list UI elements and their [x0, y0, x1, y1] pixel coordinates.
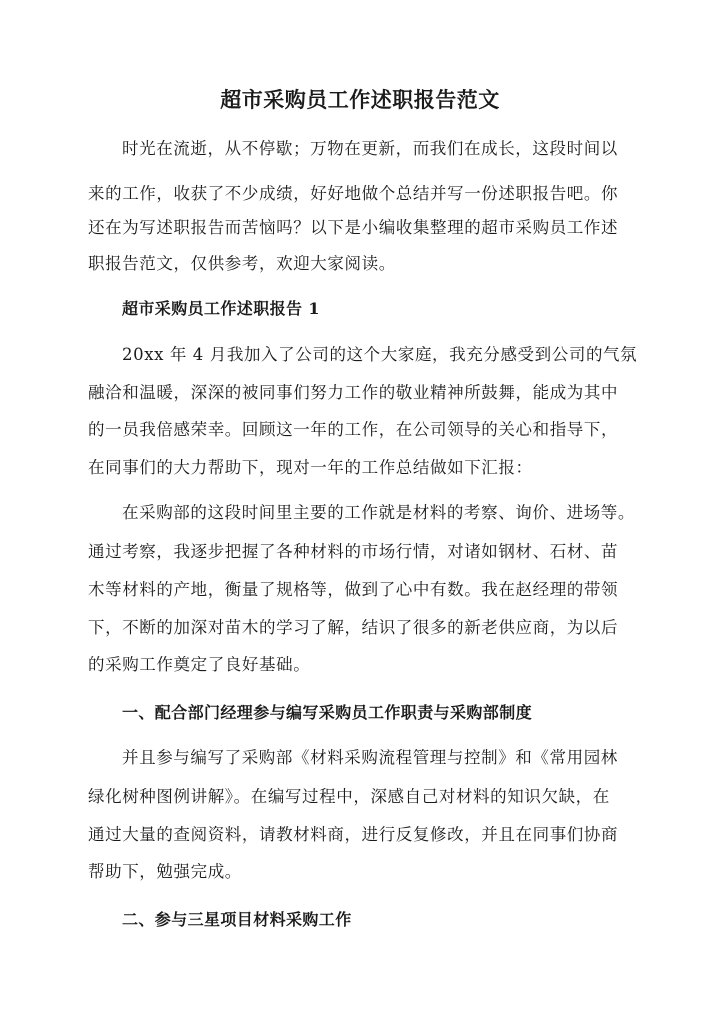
intro-line-1: 时光在流逝，从不停歇；万物在更新，而我们在成长，这段时间以	[122, 139, 618, 158]
document-title: 超市采购员工作述职报告范文	[220, 87, 500, 112]
para1-line-1: 20xx 年 4 月我加入了公司的这个大家庭，我充分感受到公司的气氛	[122, 345, 638, 364]
para2-line-4: 下，不断的加深对苗木的学习了解，结识了很多的新老供应商，为以后	[88, 618, 619, 637]
subheading-2: 二、参与三星项目材料采购工作	[122, 910, 352, 929]
para2-line-2: 通过考察，我逐步把握了各种材料的市场行情，对诸如钢材、石材、苗	[88, 542, 619, 561]
subheading-1: 一、配合部门经理参与编写采购员工作职责与采购部制度	[122, 703, 533, 722]
para3-line-4: 帮助下，勉强完成。	[88, 862, 242, 881]
para1-line-2: 融洽和温暖，深深的被同事们努力工作的敬业精神所鼓舞，能成为其中	[88, 383, 619, 402]
para2-line-3: 木等材料的产地，衡量了规格等，做到了心中有数。我在赵经理的带领	[88, 580, 619, 599]
intro-line-3: 还在为写述职报告而苦恼吗？以下是小编收集整理的超市采购员工作述	[88, 218, 619, 237]
para2-line-1: 在采购部的这段时间里主要的工作就是材料的考察、询价、进场等。	[122, 503, 635, 522]
section-heading-1: 超市采购员工作述职报告 1	[122, 299, 320, 318]
intro-line-4: 职报告范文，仅供参考，欢迎大家阅读。	[88, 254, 396, 273]
para1-line-3: 的一员我倍感荣幸。回顾这一年的工作，在公司领导的关心和指导下，	[88, 420, 619, 439]
intro-line-2: 来的工作，收获了不少成绩，好好地做个总结并写一份述职报告吧。你	[88, 184, 619, 203]
para2-line-5: 的采购工作奠定了良好基础。	[88, 655, 311, 674]
para3-line-2: 绿化树种图例讲解》。在编写过程中，深感自己对材料的知识欠缺，在	[88, 787, 610, 806]
para1-line-4: 在同事们的大力帮助下，现对一年的工作总结做如下汇报：	[88, 458, 533, 477]
para3-line-1: 并且参与编写了采购部《材料采购流程管理与控制》和《常用园林	[122, 748, 618, 767]
para3-line-3: 通过大量的查阅资料，请教材料商，进行反复修改，并且在同事们协商	[88, 825, 619, 844]
